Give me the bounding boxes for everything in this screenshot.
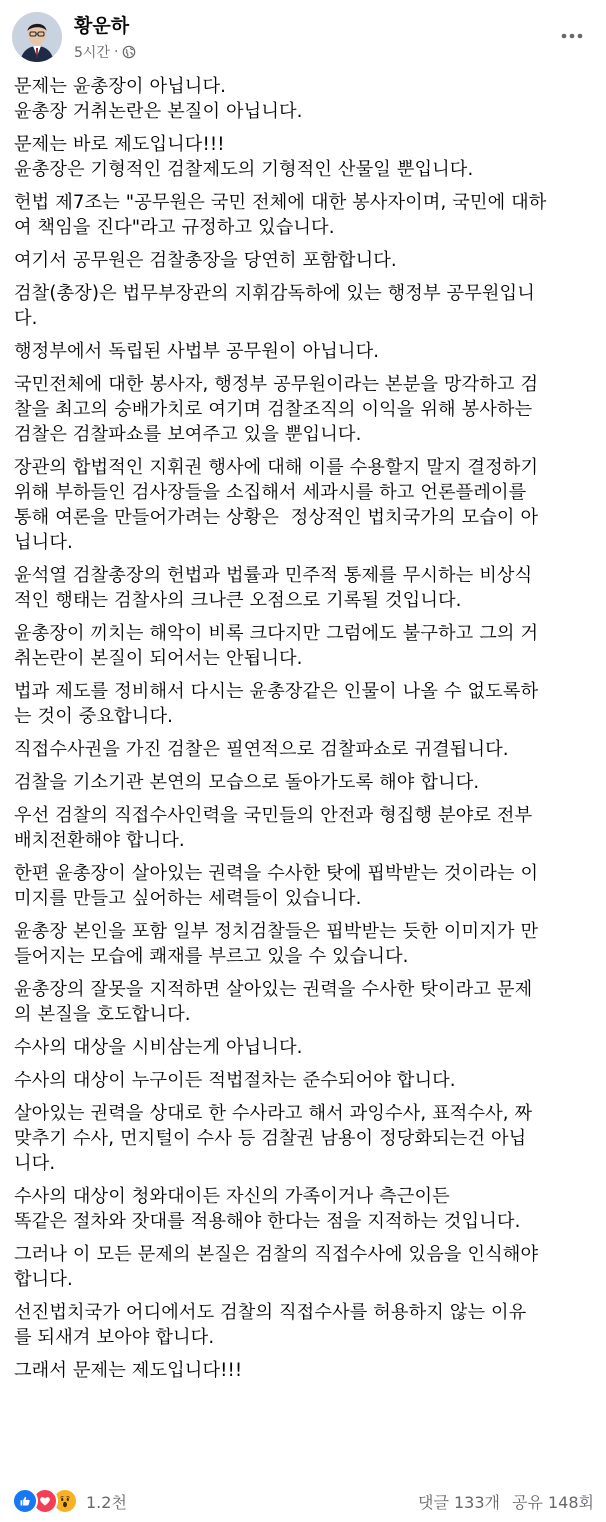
post-paragraph: 그래서 문제는 제도입니다!!!: [14, 1360, 243, 1381]
post-footer: [12, 1486, 594, 1516]
post-meta: [74, 42, 136, 62]
post-paragraph: 장관의 합법적인 지휘권 행사에 대해 이를 수용할지 말지 결정하기 위해 부하들인 검사장들을 소집해서 세과시를 하고 언론플레이를 통해 여론을 만들어가려는 상황은 정상적인 법치국가의 모습이 아 닙니다.: [14, 457, 539, 553]
post-paragraph: 헌법 제7조는 "공무원은 국민 전체에 대한 봉사자이며, 국민에 대하 여 책임을 진다"라고 규정하고 있습니다.: [14, 192, 547, 238]
post-paragraph: 수사의 대상을 시비삼는게 아닙니다.: [14, 1037, 303, 1058]
post-paragraph: 살아있는 권력을 상대로 한 수사라고 해서 과잉수사, 표적수사, 짜 맞추기 수사, 먼지털이 수사 등 검찰권 남용이 정당화되는건 아닙 니다.: [14, 1103, 533, 1174]
post-paragraph: 우선 검찰의 직접수사인력을 국민들의 안전과 형집행 분야로 전부 배치전환해야 합니다.: [14, 805, 533, 851]
post-body: [14, 74, 594, 1391]
post-paragraph: 여기서 공무원은 검찰총장을 당연히 포함합니다.: [14, 250, 397, 271]
post-paragraph: 수사의 대상이 누구이든 적법절차는 준수되어야 합니다.: [14, 1070, 456, 1091]
post-paragraph: 문제는 바로 제도입니다!!! 윤총장은 기형적인 검찰제도의 기형적인 산물일 뿐입니다.: [14, 134, 474, 180]
shares-count[interactable]: 공유 148회: [512, 1492, 594, 1512]
post-paragraph: 문제는 윤총장이 아닙니다. 윤총장 거취논란은 본질이 아닙니다.: [14, 76, 303, 122]
comments-count[interactable]: 댓글 133개: [418, 1492, 500, 1512]
post-paragraph: 윤석열 검찰총장의 헌법과 법률과 민주적 통제를 무시하는 비상식 적인 행태는 검찰사의 크나큰 오점으로 기록될 것입니다.: [14, 565, 533, 611]
post-paragraph: 윤총장이 끼치는 해악이 비록 크다지만 그럼에도 불구하고 그의 거 취논란이 본질이 되어서는 안됩니다.: [14, 623, 539, 669]
author-name[interactable]: 황운하: [74, 15, 130, 37]
post-paragraph: 직접수사권을 가진 검찰은 필연적으로 검찰파쇼로 귀결됩니다.: [14, 739, 509, 760]
post-paragraph: 국민전체에 대한 봉사자, 행정부 공무원이라는 본분을 망각하고 검 찰을 최고의 숭배가치로 여기며 검찰조직의 이익을 위해 봉사하는 검찰은 검찰파쇼를 보여주고 있을 뿐입니다.: [14, 374, 539, 445]
post-header: [12, 10, 594, 64]
post-paragraph: 선진법치국가 어디에서도 검찰의 직접수사를 허용하지 않는 이유 를 되새겨 보아야 합니다.: [14, 1302, 527, 1348]
post-paragraph: 윤총장 본인을 포함 일부 정치검찰들은 핍박받는 듯한 이미지가 만 들어지는 모습에 쾌재를 부르고 있을 수 있습니다.: [14, 921, 539, 967]
globe-icon[interactable]: [122, 45, 136, 59]
post-paragraph: 행정부에서 독립된 사법부 공무원이 아닙니다.: [14, 341, 380, 362]
more-horizontal-icon: [561, 33, 583, 39]
reaction-count[interactable]: 1.2천: [86, 1492, 127, 1512]
engagement-stats: [418, 1490, 594, 1513]
post-paragraph: 한편 윤총장이 살아있는 권력을 수사한 탓에 핍박받는 것이라는 이 미지를 만들고 싶어하는 세력들이 있습니다.: [14, 863, 539, 909]
avatar-image: [12, 12, 62, 62]
post-paragraph: 그러나 이 모든 문제의 본질은 검찰의 직접수사에 있음을 인식해야 합니다.: [14, 1244, 539, 1290]
post-paragraph: 윤총장의 잘못을 지적하면 살아있는 권력을 수사한 탓이라고 문제 의 본질을 호도합니다.: [14, 979, 533, 1025]
avatar[interactable]: [12, 12, 62, 62]
like-icon: [12, 1488, 38, 1514]
post-timestamp[interactable]: 5시간: [74, 45, 110, 61]
reactions-summary[interactable]: [12, 1488, 72, 1514]
post-paragraph: 검찰(총장)은 법무부장관의 지휘감독하에 있는 행정부 공무원입니 다.: [14, 283, 535, 329]
post-paragraph: 수사의 대상이 청와대이든 자신의 가족이거나 측근이든 똑같은 절차와 잣대를 적용해야 한다는 점을 지적하는 것입니다.: [14, 1186, 521, 1232]
more-options-button[interactable]: [558, 24, 586, 48]
post-paragraph: 검찰을 기소기관 본연의 모습으로 돌아가도록 해야 합니다.: [14, 772, 480, 793]
post-paragraph: 법과 제도를 정비해서 다시는 윤총장같은 인물이 나올 수 없도록하 는 것이 중요합니다.: [14, 681, 539, 727]
meta-separator: ·: [113, 44, 119, 60]
